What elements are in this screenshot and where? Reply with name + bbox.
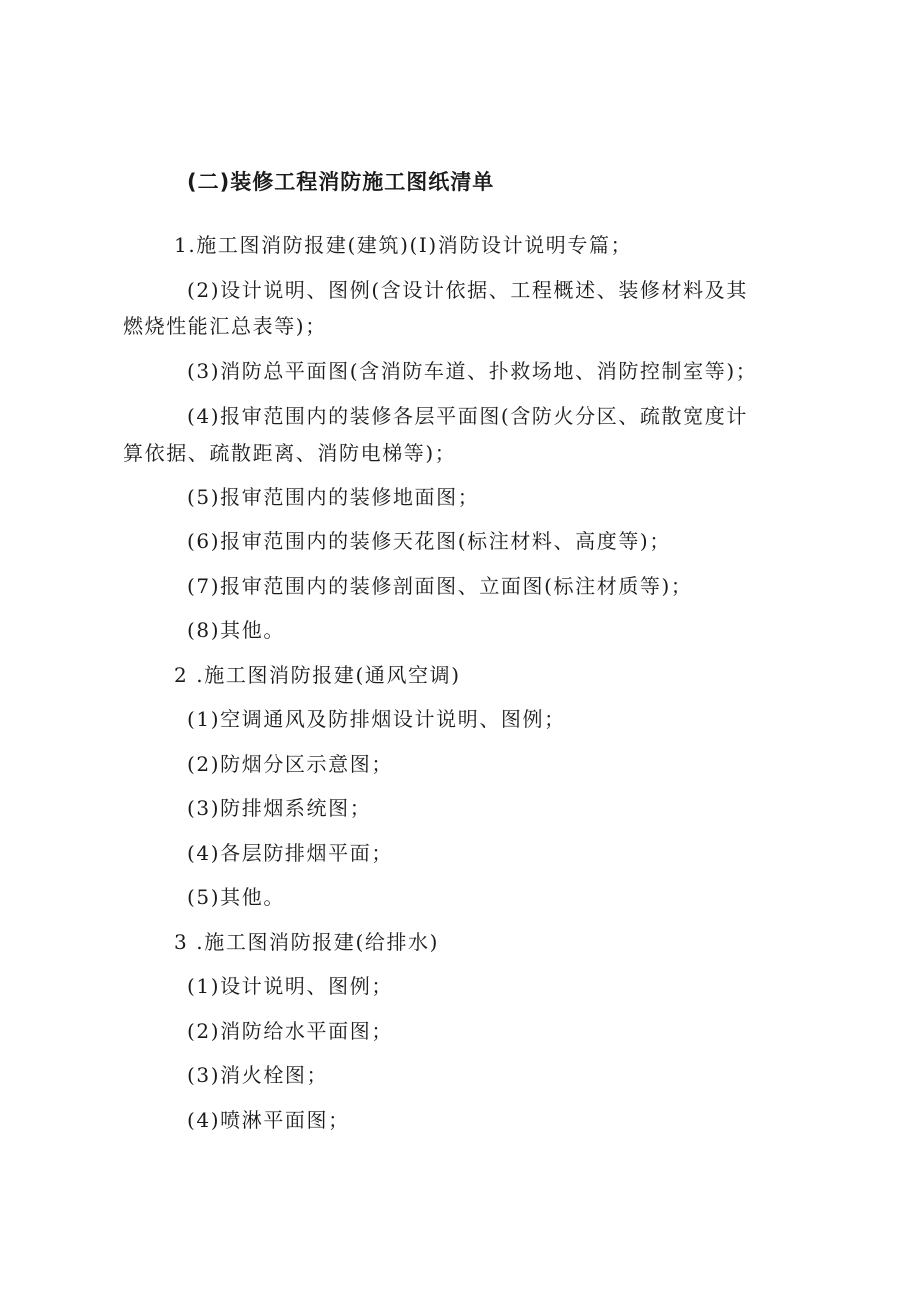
list-item-5: (5)报审范围内的装修地面图； [187,485,480,509]
list-item-6: (6)报审范围内的装修天花图(标注材料、高度等)； [187,529,671,553]
list-item-7: (7)报审范围内的装修剖面图、立面图(标注材质等)； [187,574,693,598]
list-item-4-continued: 算依据、疏散距离、消防电梯等)； [123,441,457,465]
list-item-1: 1.施工图消防报建(建筑)(I)消防设计说明专篇； [174,233,633,257]
list-item-3-3: (3)消火栓图； [187,1063,329,1087]
section-heading: (二)装修工程消防施工图纸清单 [187,170,495,194]
list-item-3-2: (2)消防给水平面图； [187,1019,393,1043]
list-item-2-4: (4)各层防排烟平面； [187,841,393,865]
list-item-3: (3)消防总平面图(含消防车道、扑救场地、消防控制室等)； [187,359,758,383]
list-item-2-3: (3)防排烟系统图； [187,796,372,820]
list-item-2-1: (1)空调通风及防排烟设计说明、图例； [187,707,566,731]
section-2-title: 2 .施工图消防报建(通风空调) [174,663,461,687]
list-item-3-4: (4)喷淋平面图； [187,1108,350,1132]
list-item-4: (4)报审范围内的装修各层平面图(含防火分区、疏散宽度计 [187,404,748,428]
section-3-title: 3 .施工图消防报建(给排水) [174,930,440,954]
list-item-3-1: (1)设计说明、图例； [187,974,393,998]
list-item-8: (8)其他。 [187,618,285,642]
list-item-2-2: (2)防烟分区示意图； [187,752,393,776]
list-item-2-continued: 燃烧性能汇总表等)； [123,314,327,338]
list-item-2: (2)设计说明、图例(含设计依据、工程概述、装修材料及其 [187,278,748,302]
list-item-2-5: (5)其他。 [187,885,285,909]
